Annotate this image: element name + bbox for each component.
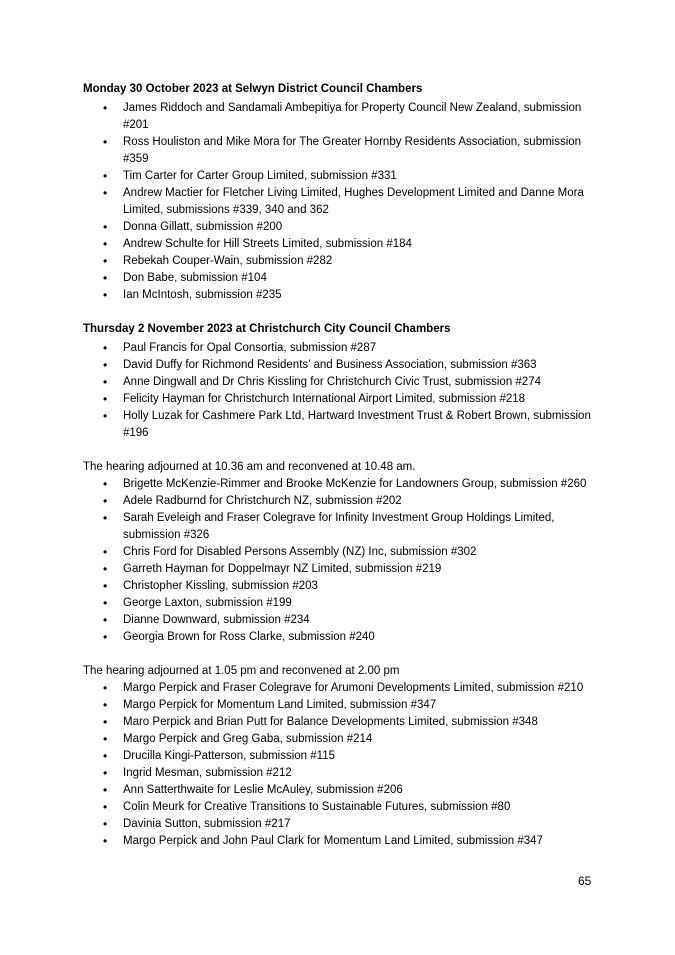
list-item: • Garreth Hayman for Doppelmayr NZ Limited, submission #219 xyxy=(83,561,603,578)
section-heading-monday: Monday 30 October 2023 at Selwyn District Council Chambers xyxy=(83,83,423,95)
list-item: • Tim Carter for Carter Group Limited, submission #331 xyxy=(83,168,603,185)
list-item: • Anne Dingwall and Dr Chris Kissling for Christchurch Civic Trust, submission #274 xyxy=(83,374,603,391)
spacer xyxy=(83,442,603,459)
submitter-list-afternoon xyxy=(83,680,603,850)
list-item: • Margo Perpick for Momentum Land Limited, submission #347 xyxy=(83,697,603,714)
list-item: • Andrew Schulte for Hill Streets Limited, submission #184 xyxy=(83,236,603,253)
document-body xyxy=(83,81,603,850)
list-item: • Christopher Kissling, submission #203 xyxy=(83,578,603,595)
list-item: • Ingrid Mesman, submission #212 xyxy=(83,765,603,782)
list-item: • Adele Radburnd for Christchurch NZ, submission #202 xyxy=(83,493,603,510)
list-item: • Davinia Sutton, submission #217 xyxy=(83,816,603,833)
list-item: • Georgia Brown for Ross Clarke, submission #240 xyxy=(83,629,603,646)
list-item: • Don Babe, submission #104 xyxy=(83,270,603,287)
list-item: • Maro Perpick and Brian Putt for Balance Developments Limited, submission #348 xyxy=(83,714,603,731)
list-item: • James Riddoch and Sandamali Ambepitiya for Property Council New Zealand, submission #201 xyxy=(83,100,603,134)
list-item: • Brigette McKenzie-Rimmer and Brooke McKenzie for Landowners Group, submission #260 xyxy=(83,476,603,493)
list-item: • Chris Ford for Disabled Persons Assembly (NZ) Inc, submission #302 xyxy=(83,544,603,561)
list-item: • Ross Houliston and Mike Mora for The Greater Hornby Residents Association, submission #359 xyxy=(83,134,603,168)
submitter-list-monday xyxy=(83,100,603,304)
submitter-list-late-morning xyxy=(83,476,603,646)
section-heading-thursday: Thursday 2 November 2023 at Christchurch City Council Chambers xyxy=(83,323,451,335)
spacer xyxy=(83,304,603,321)
adjournment-note-afternoon: The hearing adjourned at 1.05 pm and reconvened at 2.00 pm xyxy=(83,665,400,677)
list-item: • Rebekah Couper-Wain, submission #282 xyxy=(83,253,603,270)
list-item: • Margo Perpick and John Paul Clark for Momentum Land Limited, submission #347 xyxy=(83,833,603,850)
list-item: • Margo Perpick and Fraser Colegrave for Arumoni Developments Limited, submission #210 xyxy=(83,680,603,697)
list-item: • David Duffy for Richmond Residents’ and Business Association, submission #363 xyxy=(83,357,603,374)
list-item: • Margo Perpick and Greg Gaba, submission #214 xyxy=(83,731,603,748)
list-item: • George Laxton, submission #199 xyxy=(83,595,603,612)
list-item: • Sarah Eveleigh and Fraser Colegrave for Infinity Investment Group Holdings Limited, submission #326 xyxy=(83,510,603,544)
list-item: • Andrew Mactier for Fletcher Living Limited, Hughes Development Limited and Danne Mora Limited, submissions #339, 340 and 362 xyxy=(83,185,603,219)
list-item: • Donna Gillatt, submission #200 xyxy=(83,219,603,236)
list-item: • Dianne Downward, submission #234 xyxy=(83,612,603,629)
list-item: • Felicity Hayman for Christchurch International Airport Limited, submission #218 xyxy=(83,391,603,408)
list-item: • Ian McIntosh, submission #235 xyxy=(83,287,603,304)
adjournment-note-morning: The hearing adjourned at 10.36 am and reconvened at 10.48 am. xyxy=(83,461,416,473)
spacer xyxy=(83,646,603,663)
list-item: • Holly Luzak for Cashmere Park Ltd, Hartward Investment Trust & Robert Brown, submission #196 xyxy=(83,408,603,442)
list-item: • Paul Francis for Opal Consortia, submission #287 xyxy=(83,340,603,357)
page-number: 65 xyxy=(578,874,592,888)
list-item: • Ann Satterthwaite for Leslie McAuley, submission #206 xyxy=(83,782,603,799)
list-item: • Colin Meurk for Creative Transitions to Sustainable Futures, submission #80 xyxy=(83,799,603,816)
list-item: • Drucilla Kingi-Patterson, submission #115 xyxy=(83,748,603,765)
submitter-list-thursday xyxy=(83,340,603,442)
